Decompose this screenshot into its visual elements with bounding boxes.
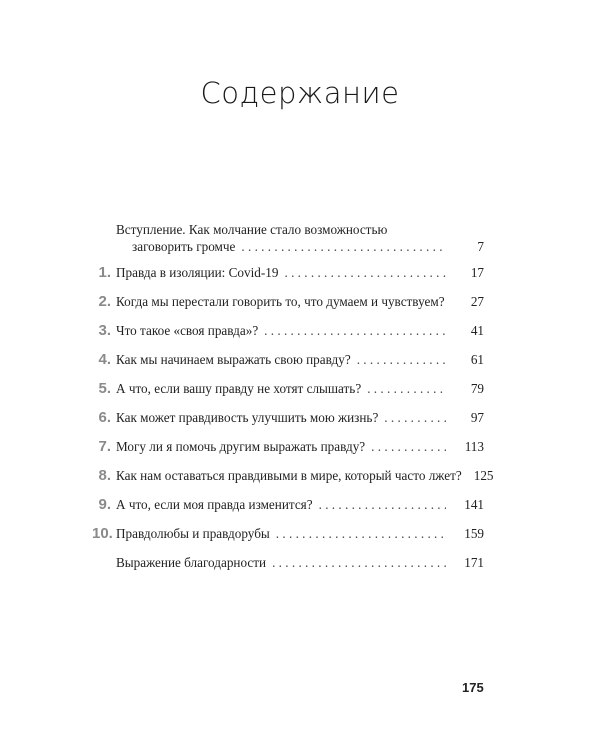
dot-leader <box>371 438 446 455</box>
chapter-number: 9. <box>98 496 111 513</box>
dot-leader <box>264 322 446 339</box>
dot-leader <box>284 264 446 281</box>
dot-leader <box>357 351 446 368</box>
chapter-number: 5. <box>98 380 111 397</box>
toc-entry-page-number: 17 <box>470 265 484 280</box>
toc-entry[interactable] <box>92 467 494 484</box>
toc-entry-label: Как нам оставаться правдивыми в мире, который часто лжет? <box>116 468 462 483</box>
toc-entry[interactable] <box>92 380 484 397</box>
chapter-number: 10. <box>92 525 113 542</box>
toc-entry-intro[interactable] <box>92 221 484 255</box>
toc-entry-label: Выражение благодарности <box>116 555 267 570</box>
chapter-number: 3. <box>98 322 111 339</box>
toc-entry-label: Когда мы перестали говорить то, что думаем и чувствуем? <box>116 294 445 309</box>
toc-entry[interactable] <box>92 438 484 455</box>
folio-page-number: 175 <box>462 680 484 695</box>
toc-entry-intro-label-line2: заговорить громче <box>132 239 236 254</box>
chapter-number: 2. <box>98 293 111 310</box>
toc-entry-label: Правдолюбы и правдорубы <box>116 526 270 541</box>
toc-entry-label: Как мы начинаем выражать свою правду? <box>116 352 351 367</box>
toc-entry-label: А что, если моя правда изменится? <box>116 497 313 512</box>
toc-entry-label: Как может правдивость улучшить мою жизнь? <box>116 410 379 425</box>
toc-entry-page-number: 27 <box>470 294 484 309</box>
toc-entry[interactable] <box>92 322 484 339</box>
toc-entry-label: Правда в изоляции: Covid-19 <box>116 265 279 280</box>
chapter-number: 8. <box>98 467 111 484</box>
toc-entry-page-number: 61 <box>470 352 484 367</box>
chapter-number: 6. <box>98 409 111 426</box>
toc-entry-page-number: 125 <box>473 468 494 483</box>
dot-leader <box>276 525 446 542</box>
toc-entry[interactable] <box>92 293 484 310</box>
toc-entry[interactable] <box>92 264 484 281</box>
toc-entry-acknowledgements[interactable] <box>92 554 484 571</box>
chapter-number: 7. <box>98 438 111 455</box>
chapter-number: 1. <box>98 264 111 281</box>
dot-leader <box>319 496 446 513</box>
toc-entry[interactable] <box>92 351 484 368</box>
toc-entry-page-number: 141 <box>464 497 484 512</box>
toc-entry-page-number: 159 <box>464 526 484 541</box>
toc-entry-page-number: 97 <box>470 410 484 425</box>
toc-entry-page-number: 113 <box>464 439 484 454</box>
toc-entry-page-number: 41 <box>470 323 484 338</box>
dot-leader <box>241 238 446 255</box>
toc-entry[interactable] <box>92 409 484 426</box>
chapter-number: 4. <box>98 351 111 368</box>
dot-leader <box>367 380 446 397</box>
toc-entry-page-number: 7 <box>477 239 484 254</box>
toc-entry[interactable] <box>92 496 484 513</box>
toc-entry-label: А что, если вашу правду не хотят слышать? <box>116 381 362 396</box>
dot-leader <box>272 554 446 571</box>
toc-entry[interactable] <box>92 525 484 542</box>
toc-entry-page-number: 79 <box>470 381 484 396</box>
toc-entry-label: Могу ли я помочь другим выражать правду? <box>116 439 366 454</box>
toc-entry-label: Что такое «своя правда»? <box>116 323 259 338</box>
page-title: Содержание <box>200 76 400 110</box>
toc-entry-page-number: 171 <box>464 555 484 570</box>
dot-leader <box>384 409 446 426</box>
toc-entry-intro-label-line1: Вступление. Как молчание стало возможностью <box>116 222 388 237</box>
